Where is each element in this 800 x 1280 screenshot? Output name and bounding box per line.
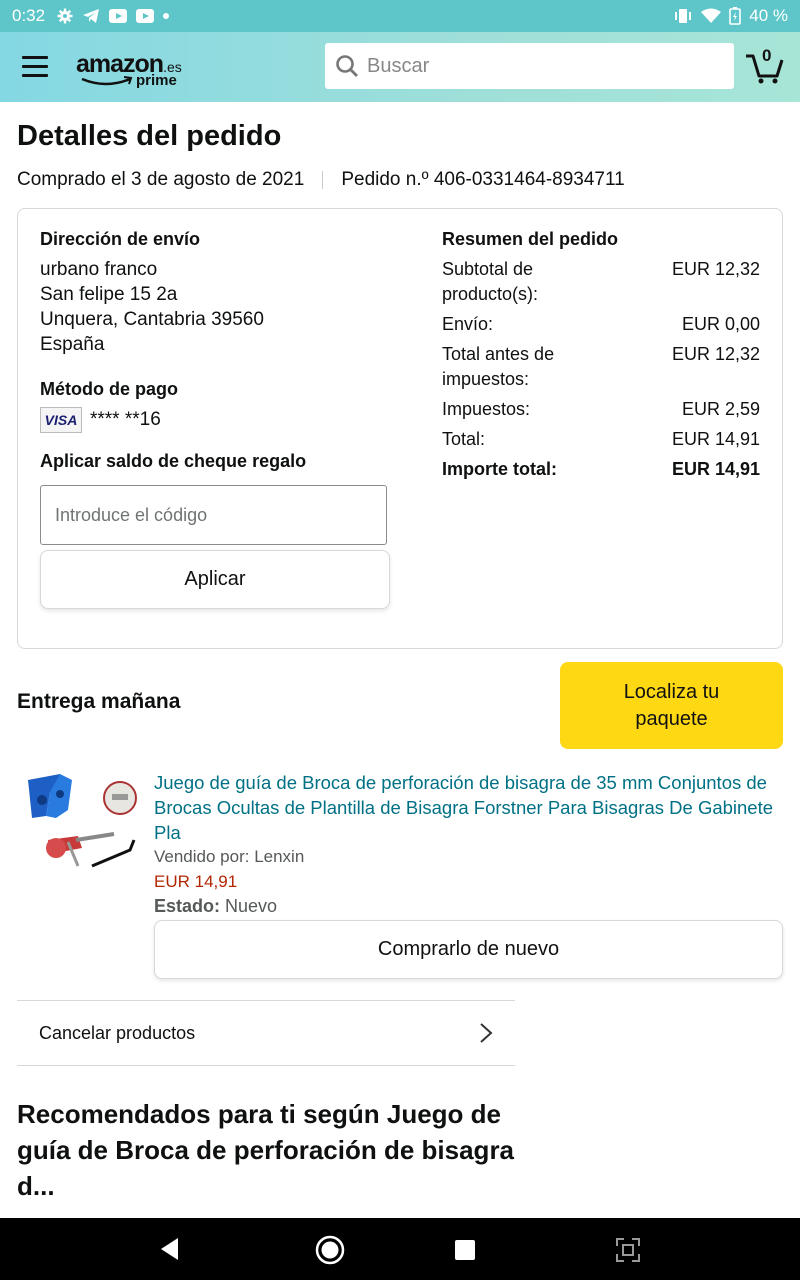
order-details-card [17, 208, 783, 649]
home-icon[interactable] [314, 1234, 346, 1266]
order-meta [17, 169, 625, 191]
buy-again-button[interactable]: Comprarlo de nuevo [154, 920, 783, 979]
battery-icon [729, 7, 741, 25]
address-line: Unquera, Cantabria 39560 [40, 309, 264, 330]
youtube-icon [109, 9, 127, 23]
clock: 0:32 [12, 6, 46, 25]
summary-row-grand-total [442, 457, 760, 482]
logo-smile-icon [80, 76, 136, 88]
status-bar [0, 0, 800, 32]
settings-icon [57, 8, 73, 24]
logo-tld: .es [163, 59, 182, 75]
search-icon [335, 54, 359, 78]
product-title-link[interactable]: Juego de guía de Broca de perforación de bisagra de 35 mm Conjuntos de Brocas Ocultas de Plantilla de Bisagra Forstner Para Bisagras De Gabinete Pla [154, 772, 774, 843]
visa-card-icon: VISA [40, 407, 82, 433]
gift-code-input[interactable] [40, 485, 387, 545]
search-box[interactable] [325, 43, 734, 89]
summary-row [442, 342, 760, 392]
summary-row [442, 312, 760, 337]
chevron-right-icon [479, 1022, 493, 1044]
cancel-products-label: Cancelar productos [39, 1022, 196, 1043]
cancel-products-row[interactable] [17, 1000, 515, 1066]
summary-key: Impuestos: [442, 399, 531, 419]
summary-value: EUR 2,59 [681, 399, 760, 419]
summary-row [442, 257, 760, 307]
condition-label: Estado: [154, 896, 221, 916]
sold-by: Vendido por: Lenxin [154, 847, 305, 866]
address-line: San felipe 15 2a [40, 284, 178, 305]
vibrate-icon [673, 8, 693, 24]
divider [322, 171, 323, 189]
product-price: EUR 14,91 [154, 872, 238, 891]
battery-level: 40 % [749, 6, 788, 25]
gift-card-label: Aplicar saldo de cheque regalo [40, 451, 307, 471]
product-image[interactable] [20, 770, 140, 888]
system-nav-bar [0, 1218, 800, 1280]
summary-key: Envío: [442, 314, 494, 334]
amazon-prime-logo[interactable] [76, 50, 196, 90]
delivery-heading: Entrega mañana [17, 690, 181, 713]
summary-value: EUR 12,32 [671, 259, 760, 279]
track-package-button[interactable]: Localiza tu paquete [560, 662, 783, 749]
search-input[interactable] [367, 55, 707, 78]
menu-icon[interactable] [22, 56, 48, 78]
more-notifications-icon [163, 13, 169, 19]
summary-value: EUR 14,91 [671, 459, 760, 479]
condition-value: Nuevo [225, 896, 278, 916]
recents-icon[interactable] [454, 1239, 476, 1261]
shipping-label: Dirección de envío [40, 229, 201, 249]
summary-value: EUR 12,32 [671, 344, 760, 364]
shipping-address [40, 257, 264, 357]
wifi-icon [701, 8, 721, 24]
logo-word: amazon [76, 50, 164, 78]
payment-label: Método de pago [40, 379, 178, 399]
back-icon[interactable] [158, 1234, 180, 1264]
order-number: Pedido n.º 406-0331464-8934711 [341, 169, 625, 190]
summary-value: EUR 14,91 [671, 429, 760, 449]
payment-method [40, 407, 161, 433]
summary-label: Resumen del pedido [442, 229, 619, 249]
summary-row [442, 427, 760, 452]
card-number: **** **16 [90, 409, 161, 430]
recommendations-title: Recomendados para ti según Juego de guía de Broca de perforación de bisagra d... [17, 1099, 515, 1201]
address-line: urbano franco [40, 259, 158, 280]
summary-value: EUR 0,00 [681, 314, 760, 334]
summary-key: Importe total: [442, 459, 557, 479]
page-title: Detalles del pedido [17, 120, 282, 152]
telegram-icon [82, 8, 100, 24]
order-summary [442, 257, 760, 487]
screenshot-icon[interactable] [616, 1238, 640, 1262]
product-condition [154, 896, 277, 917]
app-bar [0, 32, 800, 102]
summary-key: Total: [442, 429, 486, 449]
cart-count: 0 [762, 46, 772, 65]
address-line: España [40, 334, 105, 355]
order-date: Comprado el 3 de agosto de 2021 [17, 169, 305, 190]
cart-button[interactable] [744, 48, 786, 88]
youtube-icon [136, 9, 154, 23]
summary-row [442, 397, 760, 422]
summary-key: Total antes de impuestos: [442, 344, 555, 389]
summary-key: Subtotal de producto(s): [442, 259, 539, 304]
apply-button[interactable]: Aplicar [40, 550, 390, 609]
notification-icons [57, 8, 169, 24]
logo-prime: prime [136, 72, 177, 89]
